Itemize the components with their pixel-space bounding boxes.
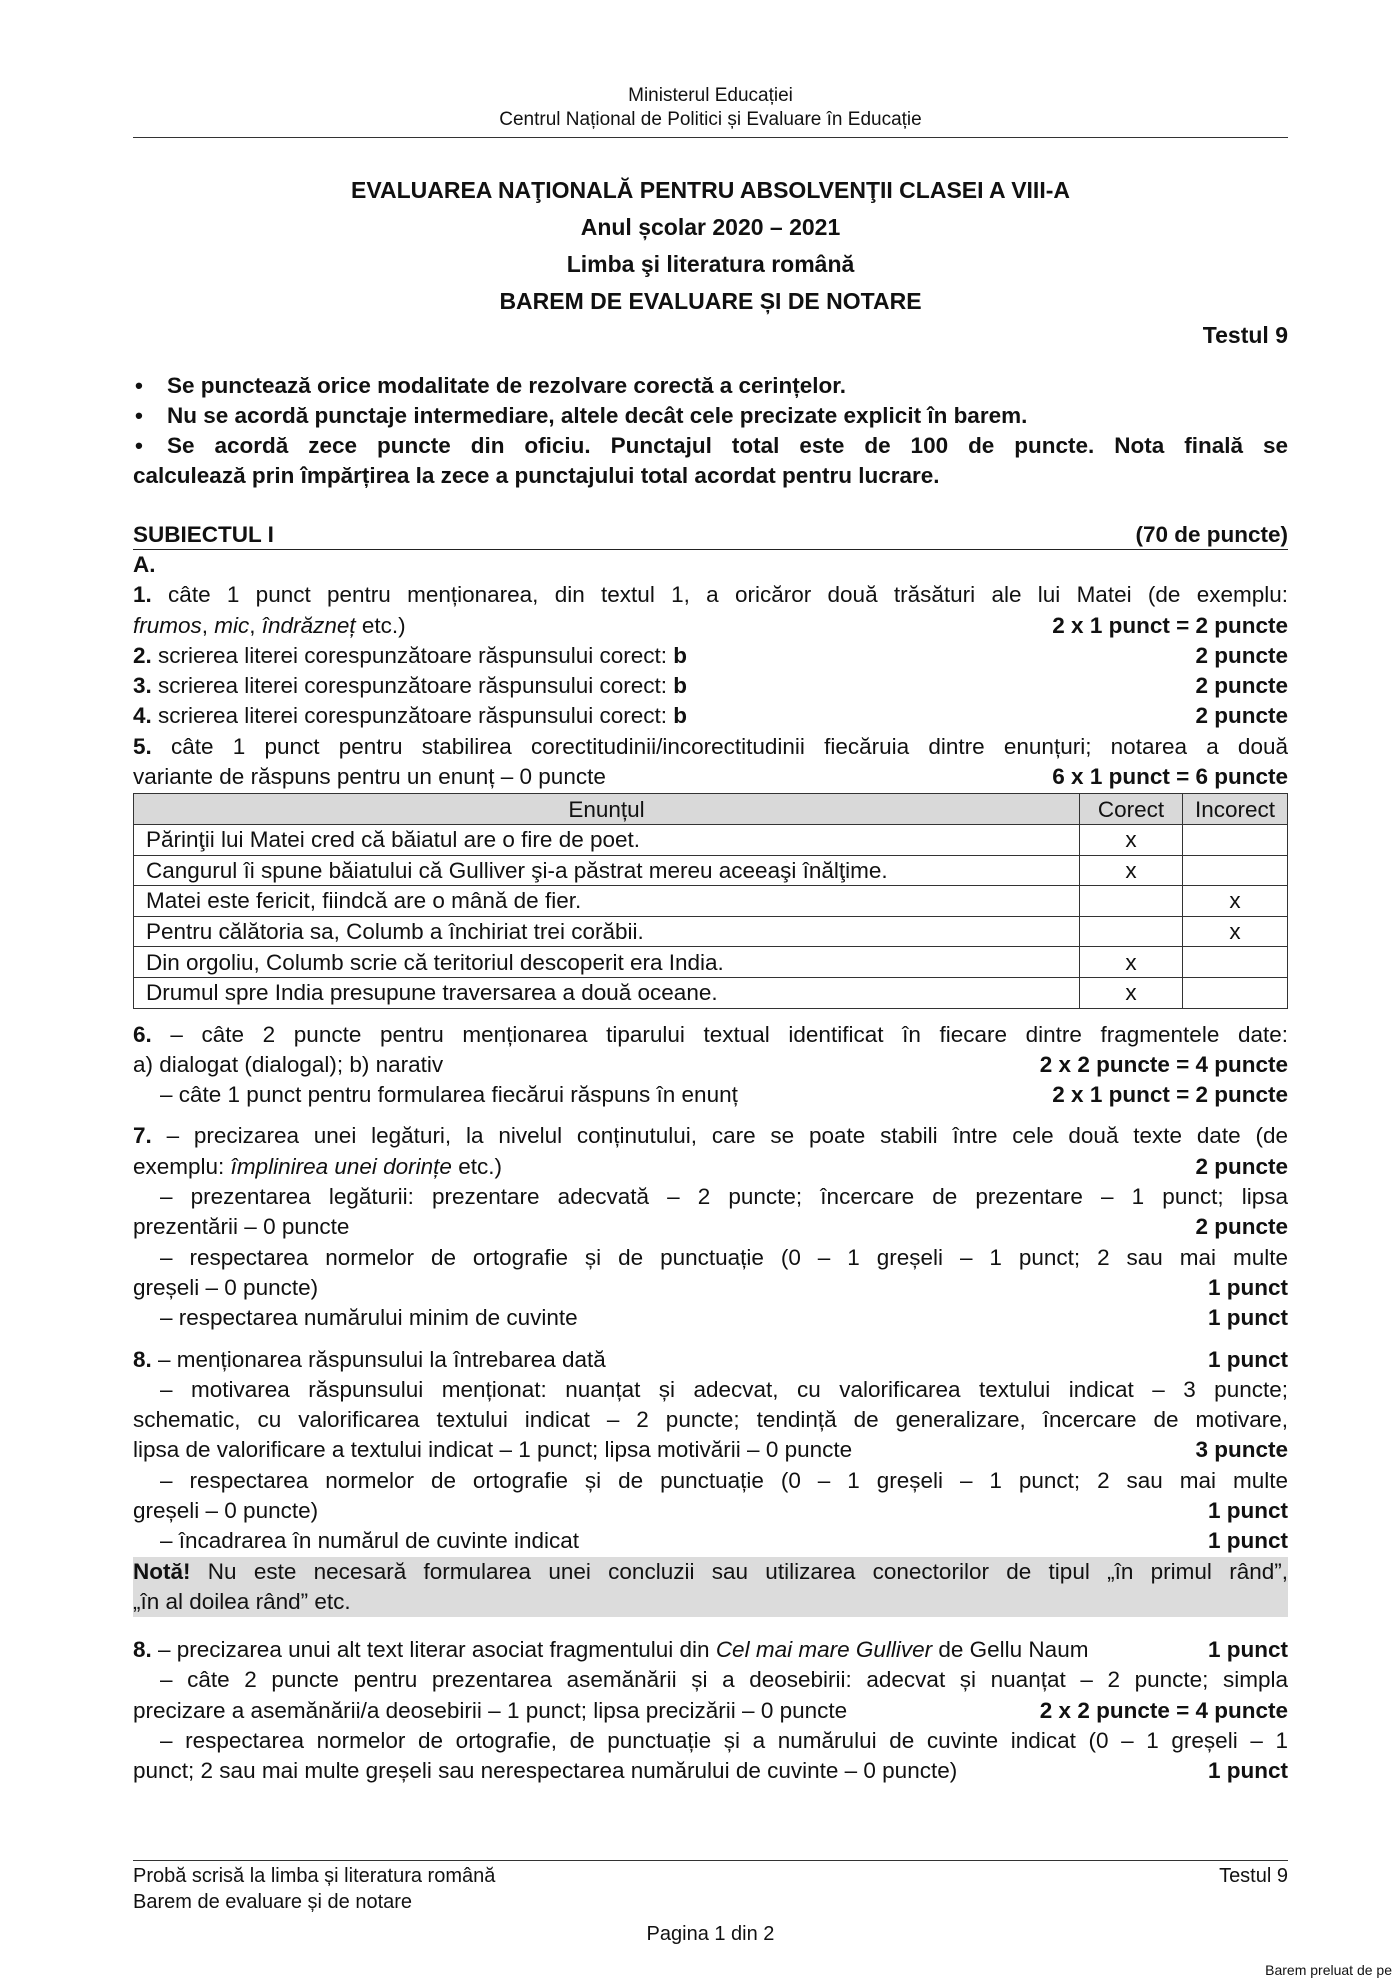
question-7: 7. – precizarea unei legături, la nivelul conținutului, care se poate stabili între cele două texte date (de exemplu: împlinirea unei dorințe etc.) 2 puncte – prezentarea legăturii: prezentare adecvată – 2 puncte; încercare de prezentare – 1 punct; lipsa prezentării – 0 puncte 2 puncte – respectarea normelor de ortografie și de punctuație (0 – 1 greșeli – 1 punct; 2 sau mai multe greșeli – 0 puncte) 1 punct – respectarea numărului minim de cuvinte 1 punct xyxy=(133,1123,1288,1331)
rule-item: • Se punctează orice modalitate de rezolvare corectă a cerințelor. xyxy=(135,373,847,398)
rule-item: • Se acordă zece puncte din oficiu. Punctajul total este de 100 de puncte. Nota finală se xyxy=(135,433,1288,458)
column-header: Enunțul xyxy=(134,794,1080,825)
school-year: Anul școlar 2020 – 2021 xyxy=(580,214,841,240)
part-a-label: A. xyxy=(133,552,156,577)
source-credit: Barem preluat de pe xyxy=(1265,1962,1392,1978)
general-rules xyxy=(133,371,1288,491)
question-4: 4. scrierea literei corespunzătoare răspunsului corect: b 2 puncte xyxy=(133,703,1288,729)
document-header xyxy=(133,0,1288,132)
exam-title: EVALUAREA NAŢIONALĂ PENTRU ABSOLVENŢII CLASEI A VIII-A xyxy=(351,177,1070,203)
question-8-alternative: 8. – precizarea unui alt text literar asociat fragmentului din Cel mai mare Gulliver de Gellu Naum 1 punct – câte 2 puncte pentru prezentarea asemănării și a deosebirii: adecvat și nuanțat – 2 puncte; simpla precizare a asemănării/a deosebirii – 1 punct; lipsa precizării – 0 puncte 2 x 2 puncte = 4 puncte – respectarea normelor de ortografie, de punctuație și a numărului de cuvinte indicat (0 – 1 greșeli – 1 punct; 2 sau mai multe greșeli sau nerespectarea numărului de cuvinte – 0 puncte) 1 punct xyxy=(133,1637,1288,1784)
question-6: 6. – câte 2 puncte pentru menționarea tiparului textual identificat în fiecare dintre fragmentele date: a) dialogat (dialogal); b) narativ 2 x 2 puncte = 4 puncte – câte 1 punct pentru formularea fiecărui răspuns în enunț 2 x 1 punct = 2 puncte xyxy=(133,1021,1288,1108)
document-titles xyxy=(133,172,1288,320)
page-number: Pagina 1 din 2 xyxy=(646,1923,775,1945)
ministry-name: Ministerul Educației xyxy=(628,85,793,106)
table-row: Cangurul îi spune băiatului că Gulliver şi-a păstrat mereu aceeaşi înălţime. x xyxy=(134,855,1288,886)
question-5: 5. câte 1 punct pentru stabilirea corectitudinii/incorectitudinii fiecăruia dintre enunțuri; notarea a două variante de răspuns pentru un enunț – 0 puncte 6 x 1 punct = 6 puncte Enunțul Corect Incorect Părinţii lui Matei cred că băiatul are o fire de poet. x Cangurul îi spune băiatului că Gulliver şi-a păstrat mereu aceeaşi înălţime. x Matei este fericit, fiindcă are o mână de fier. x Pentru călătoria sa, Columb a închiriat trei corăbii. x Din orgoliu, Columb scrie că teritoriul descoperit era India. x Drumul spre India presupune traversarea a două oceane. x xyxy=(133,732,1288,1009)
column-header: Corect xyxy=(1080,794,1183,825)
page xyxy=(133,0,1288,1787)
section-title: SUBIECTUL I xyxy=(133,522,274,547)
column-header: Incorect xyxy=(1183,794,1288,825)
section-heading xyxy=(133,521,1288,550)
header-divider xyxy=(133,137,1288,138)
table-row: Drumul spre India presupune traversarea a două oceane. x xyxy=(134,977,1288,1008)
rule-item-continuation: calculează prin împărțirea la zece a punctajului total acordat pentru lucrare. xyxy=(133,463,940,488)
statements-table xyxy=(133,793,1288,1008)
table-row: Matei este fericit, fiindcă are o mână de fier. x xyxy=(134,886,1288,917)
center-name: Centrul Național de Politici și Evaluare în Educație xyxy=(499,109,922,130)
subject-name: Limba şi literatura română xyxy=(566,251,855,277)
table-row: Pentru călătoria sa, Columb a închiriat trei corăbii. x xyxy=(134,916,1288,947)
question-8: 8. – menționarea răspunsului la întrebarea dată 1 punct – motivarea răspunsului menționat: nuanțat și adecvat, cu valorificarea textului indicat – 3 puncte; schematic, cu valorificarea textului indicat – 2 puncte; tendință de generalizare, încercare de motivare, lipsa de valorificare a textului indicat – 1 punct; lipsa motivării – 0 puncte 3 puncte – respectarea normelor de ortografie și de punctuație (0 – 1 greșeli – 1 punct; 2 sau mai multe greșeli – 0 puncte) 1 punct – încadrarea în numărul de cuvinte indicat 1 punct Notă! Nu este necesară formularea unei concluzii sau utilizarea conectorilor de tipul „în primul rând”, „în al doilea rând” etc. xyxy=(133,1345,1288,1618)
section-points: (70 de puncte) xyxy=(1135,522,1288,547)
page-footer xyxy=(133,1860,1288,1947)
question-2: 2. scrierea literei corespunzătoare răspunsului corect: b 2 puncte xyxy=(133,642,1288,668)
footer-test: Testul 9 xyxy=(1219,1865,1288,1887)
scoring-body xyxy=(133,550,1288,1787)
footer-barem: Barem de evaluare și de notare xyxy=(133,1891,413,1913)
question-3: 3. scrierea literei corespunzătoare răspunsului corect: b 2 puncte xyxy=(133,673,1288,699)
table-row: Părinţii lui Matei cred că băiatul are o fire de poet. x xyxy=(134,824,1288,855)
q1-points: 2 x 1 punct = 2 puncte xyxy=(1052,612,1288,638)
note-box: Notă! Nu este necesară formularea unei concluzii sau utilizarea conectorilor de tipul „în primul rând”, „în al doilea rând” etc. xyxy=(133,1557,1288,1618)
barem-title: BAREM DE EVALUARE ȘI DE NOTARE xyxy=(499,288,922,314)
test-label: Testul 9 xyxy=(1202,322,1288,348)
rule-item: • Nu se acordă punctaje intermediare, altele decât cele precizate explicit în barem. xyxy=(135,403,1028,428)
table-row: Din orgoliu, Columb scrie că teritoriul descoperit era India. x xyxy=(134,947,1288,978)
question-1: 1. câte 1 punct pentru menționarea, din textul 1, a oricăror două trăsături ale lui Matei (de exemplu: frumos, mic, îndrăzneț etc.) 2 x 1 punct = 2 puncte xyxy=(133,580,1288,641)
footer-exam: Probă scrisă la limba și literatura română xyxy=(133,1865,496,1887)
